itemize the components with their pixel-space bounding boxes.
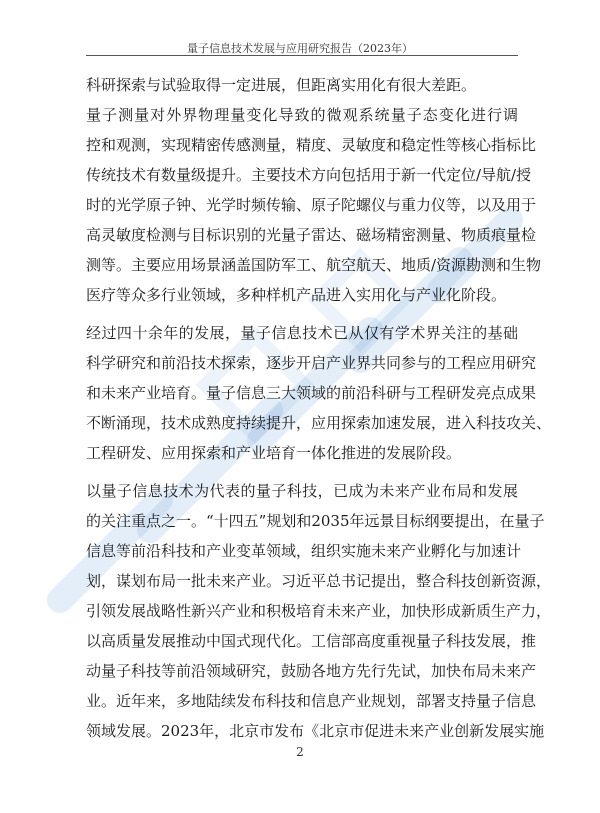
text-line: 动量子科技等前沿领域研究，鼓励各地方先行先试，加快布局未来产 — [86, 662, 537, 680]
text-line: 工程研发、应用探索和产业培育一体化推进的发展阶段。 — [86, 444, 462, 462]
header-rule — [86, 55, 518, 56]
text-line: 量子测量对外界物理量变化导致的微观系统量子态变化进行调 — [86, 106, 518, 124]
text-line: 医疗等众多行业领域，多种样机产品进入实用化与产业化阶段。 — [86, 286, 507, 304]
text-line: 科学研究和前沿技术探索，逐步开启产业界共同参与的工程应用研究 — [86, 354, 537, 372]
text-line: 的关注重点之一。“十四五”规划和2035年远景目标纲要提出，在量子 — [86, 512, 545, 530]
text-line: 控和观测，实现精密传感测量，精度、灵敏度和稳定性等核心指标比 — [86, 136, 537, 154]
text-line: 信息等前沿科技和产业变革领域，组织实施未来产业孵化与加速计 — [86, 542, 522, 560]
text-line: 时的光学原子钟、光学时频传输、原子陀螺仪与重力仪等，以及用于 — [86, 196, 537, 214]
text-line: 科研探索与试验取得一定进展，但距离实用化有很大差距。 — [86, 76, 477, 94]
text-line: 领域发展。2023年，北京市发布《北京市促进未来产业创新发展实施 — [86, 722, 545, 740]
text-line: 引领发展战略性新兴产业和积极培育未来产业，加快形成新质生产力， — [86, 602, 552, 620]
text-line: 高灵敏度检测与目标识别的光量子雷达、磁场精密测量、物质痕量检 — [86, 226, 537, 244]
text-line: 传统技术有数量级提升。主要技术方向包括用于新一代定位/导航/授 — [86, 166, 532, 184]
text-line: 划，谋划布局一批未来产业。习近平总书记提出，整合科技创新资源， — [86, 572, 552, 590]
text-line: 业。近年来，多地陆续发布科技和信息产业规划，部署支持量子信息 — [86, 692, 537, 710]
text-line: 和未来产业培育。量子信息三大领域的前沿科研与工程研发亮点成果 — [86, 384, 537, 402]
text-line: 不断涌现，技术成熟度持续提升，应用探索加速发展，进入科技攻关、 — [86, 414, 552, 432]
text-line: 测等。主要应用场景涵盖国防军工、航空航天、地质/资源勘测和生物 — [86, 256, 542, 274]
text-line: 以量子信息技术为代表的量子科技，已成为未来产业布局和发展 — [86, 482, 518, 500]
text-line: 经过四十余年的发展，量子信息技术已从仅有学术界关注的基础 — [86, 324, 518, 342]
page-number: 2 — [296, 745, 304, 759]
running-header: 量子信息技术发展与应用研究报告（2023年） — [187, 42, 413, 55]
text-line: 以高质量发展推动中国式现代化。工信部高度重视量子科技发展，推 — [86, 632, 537, 650]
